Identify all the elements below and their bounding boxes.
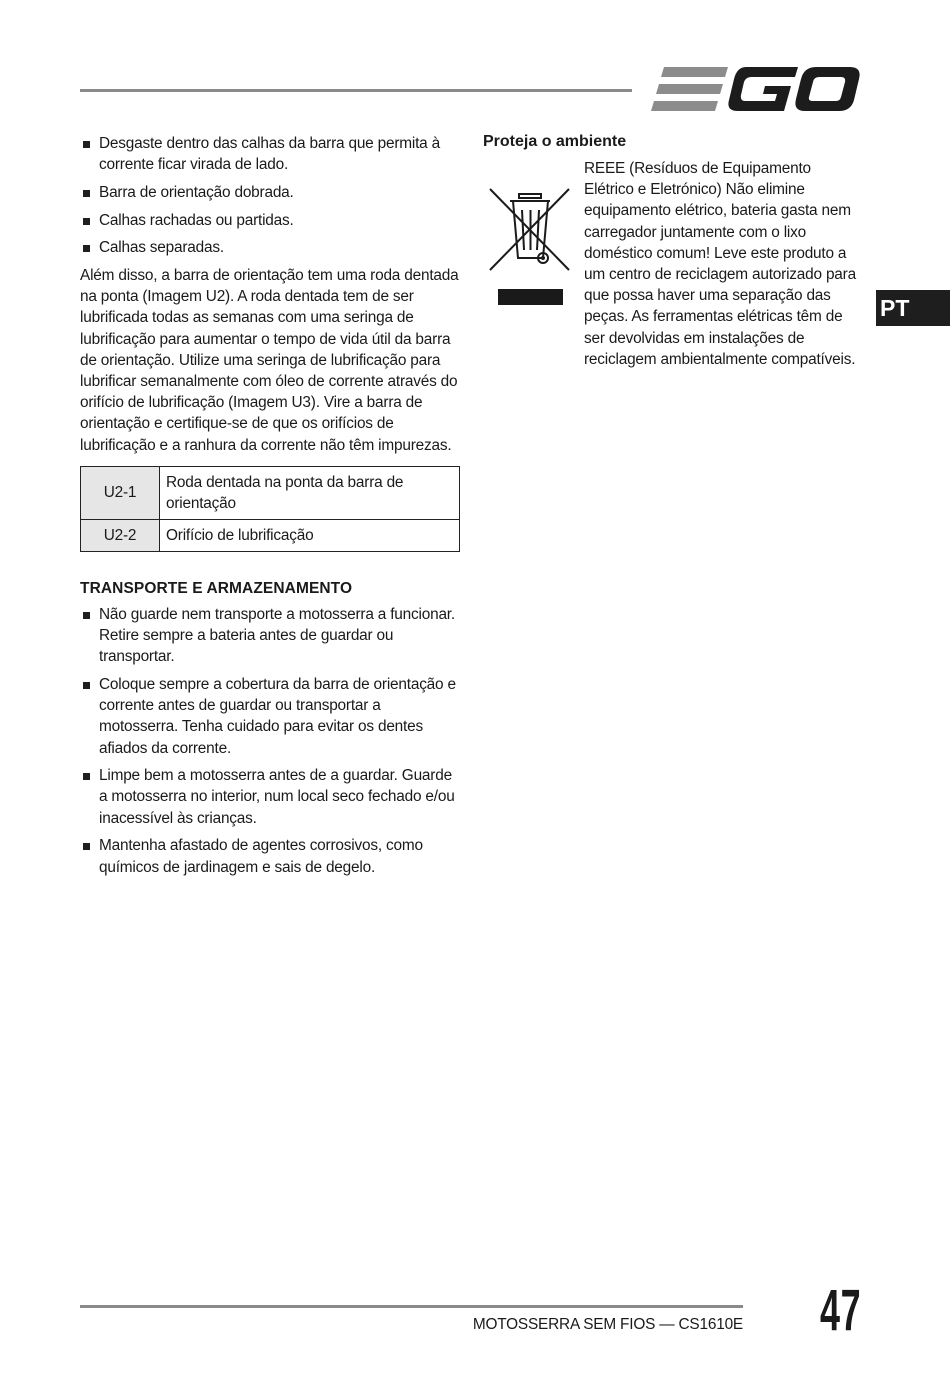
table-cell-key: U2-2: [81, 519, 160, 551]
list-item: Coloque sempre a cobertura da barra de orientação e corrente antes de guardar ou transportar a motosserra. Tenha cuidado para evitar os dentes afiados da corrente.: [80, 674, 460, 759]
environment-block: [483, 158, 863, 370]
bullet-list-wear: [80, 133, 460, 259]
environment-text: REEE (Resíduos de Equipamento Elétrico e Eletrónico) Não elimine equipamento elétrico, bateria gasta nem carregador juntamente com o lixo doméstico comum! Leve este produto a um centro de reciclagem autorizado para que possa haver uma separação das peças. As ferramentas elétricas têm de ser devolvidas em instalações de reciclagem ambientalmente compatíveis.: [584, 160, 856, 368]
table-cell-value: Orifício de lubrificação: [160, 519, 460, 551]
table-cell-key: U2-1: [81, 466, 160, 519]
footer-rule: [80, 1305, 743, 1308]
list-item: Calhas separadas.: [80, 237, 460, 258]
list-item: Desgaste dentro das calhas da barra que permita à corrente ficar virada de lado.: [80, 133, 460, 175]
list-item: Barra de orientação dobrada.: [80, 182, 460, 203]
list-item: Calhas rachadas ou partidas.: [80, 210, 460, 231]
weee-crossed-bin-icon: [489, 188, 571, 272]
sprocket-paragraph: Além disso, a barra de orientação tem uma roda dentada na ponta (Imagem U2). A roda dentada tem de ser lubrificada todas as semanas com uma seringa de lubrificação para aumentar o tempo de vida útil da barra de orientação. Utilize uma seringa de lubrificação para lubrificar semanalmente com óleo de corrente através do orifício de lubrificação (Imagem U3). Vire a barra de orientação e certifique-se de que os orifícios de lubrificação e a ranhura da corrente não têm impurezas.: [80, 267, 459, 454]
language-tab: PT: [876, 290, 950, 326]
table-row: [81, 466, 460, 519]
ego-logo: [650, 64, 862, 114]
weee-underline-bar: [498, 289, 563, 305]
list-item: Mantenha afastado de agentes corrosivos, como químicos de jardinagem e sais de degelo.: [80, 835, 460, 877]
table-cell-value: Roda dentada na ponta da barra de orientação: [160, 466, 460, 519]
page-number: 47: [820, 1278, 862, 1343]
section-title-transport: TRANSPORTE E ARMAZENAMENTO: [80, 579, 353, 597]
list-item: Não guarde nem transporte a motosserra a funcionar. Retire sempre a bateria antes de guardar ou transportar.: [80, 604, 460, 668]
list-item: Limpe bem a motosserra antes de a guardar. Guarde a motosserra no interior, num local seco fechado e/ou inacessível às crianças.: [80, 765, 460, 829]
environment-title: Proteja o ambiente: [483, 133, 627, 150]
right-column: [483, 133, 863, 370]
left-column: [80, 133, 460, 884]
footer-title: MOTOSSERRA SEM FIOS — CS1610E: [472, 1316, 743, 1333]
bullet-list-transport: [80, 604, 460, 878]
table-row: [81, 519, 460, 551]
parts-table: [80, 466, 460, 552]
header-rule: [80, 89, 632, 92]
